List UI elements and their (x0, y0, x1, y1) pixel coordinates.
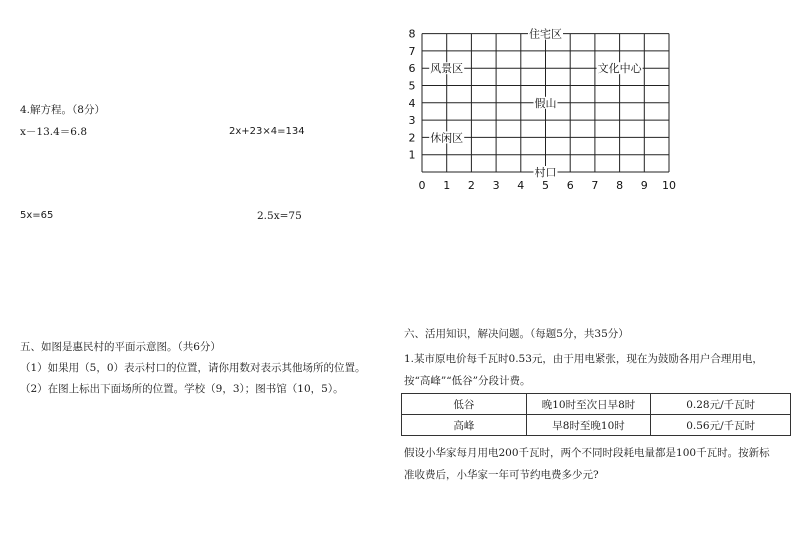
y-tick-label: 8 (408, 27, 416, 41)
question-5-part-1: （1）如果用（5，0）表示村口的位置，请你用数对表示其他场所的位置。 (20, 362, 366, 374)
x-tick-label: 7 (591, 179, 599, 192)
place-label: 文化中心 (597, 62, 642, 76)
question-5-part-2: （2）在图上标出下面场所的位置。学校（9，3）；图书馆（10，5）。 (20, 383, 344, 395)
equation-1: x－13.4＝6.8 (20, 126, 87, 138)
table-cell: 低谷 (402, 394, 527, 415)
x-tick-label: 0 (418, 179, 426, 192)
x-tick-label: 1 (443, 179, 451, 192)
y-tick-label: 3 (408, 114, 416, 128)
problem-1-line-4: 准收费后，小华家一年可节约电费多少元? (404, 469, 599, 481)
equation-3: 5x=65 (20, 210, 54, 221)
x-tick-label: 3 (492, 179, 500, 192)
y-tick-label: 5 (408, 79, 416, 93)
y-tick-label: 6 (408, 62, 416, 76)
question-4-title: 4.解方程。（8分） (20, 104, 105, 116)
x-tick-label: 6 (566, 179, 574, 192)
x-tick-label: 9 (640, 179, 648, 192)
problem-1-line-1: 1.某市原电价每千瓦时0.53元，由于用电紧张，现在为鼓励各用户合理用电， (404, 353, 763, 365)
x-tick-label: 2 (467, 179, 475, 192)
table-cell: 早8时至晚10时 (526, 415, 651, 436)
table-cell: 0.56元/千瓦时 (651, 415, 791, 436)
place-label: 风景区 (430, 62, 464, 76)
table-cell: 高峰 (402, 415, 527, 436)
x-tick-label: 5 (542, 179, 549, 192)
x-tick-label: 10 (662, 179, 676, 192)
table-cell: 0.28元/千瓦时 (651, 394, 791, 415)
place-label: 假山 (534, 96, 557, 110)
y-tick-label: 1 (408, 148, 416, 162)
equation-2: 2x+23×4=134 (229, 126, 305, 137)
problem-1-line-2: 按“高峰”“低谷”分段计费。 (404, 375, 531, 387)
y-tick-label: 7 (408, 44, 416, 58)
y-tick-label: 2 (408, 131, 416, 145)
problem-1-line-3: 假设小华家每月用电200千瓦时，两个不同时段耗电量都是100千瓦时。按新标 (404, 447, 770, 459)
table-row (402, 394, 791, 415)
table-row (402, 415, 791, 436)
section-5-title: 五、如图是惠民村的平面示意图。（共6分） (20, 341, 221, 353)
section-6-title: 六、活用知识，解决问题。（每题5分，共35分） (404, 328, 629, 340)
equation-4: 2.5x=75 (257, 210, 302, 222)
y-tick-label: 4 (408, 96, 416, 110)
table-cell: 晚10时至次日早8时 (526, 394, 651, 415)
place-label: 村口 (534, 166, 557, 179)
electricity-price-table (401, 393, 791, 436)
place-label: 休闲区 (430, 131, 464, 145)
place-label: 住宅区 (529, 27, 562, 41)
x-tick-label: 8 (616, 179, 624, 192)
x-tick-label: 4 (517, 179, 525, 192)
